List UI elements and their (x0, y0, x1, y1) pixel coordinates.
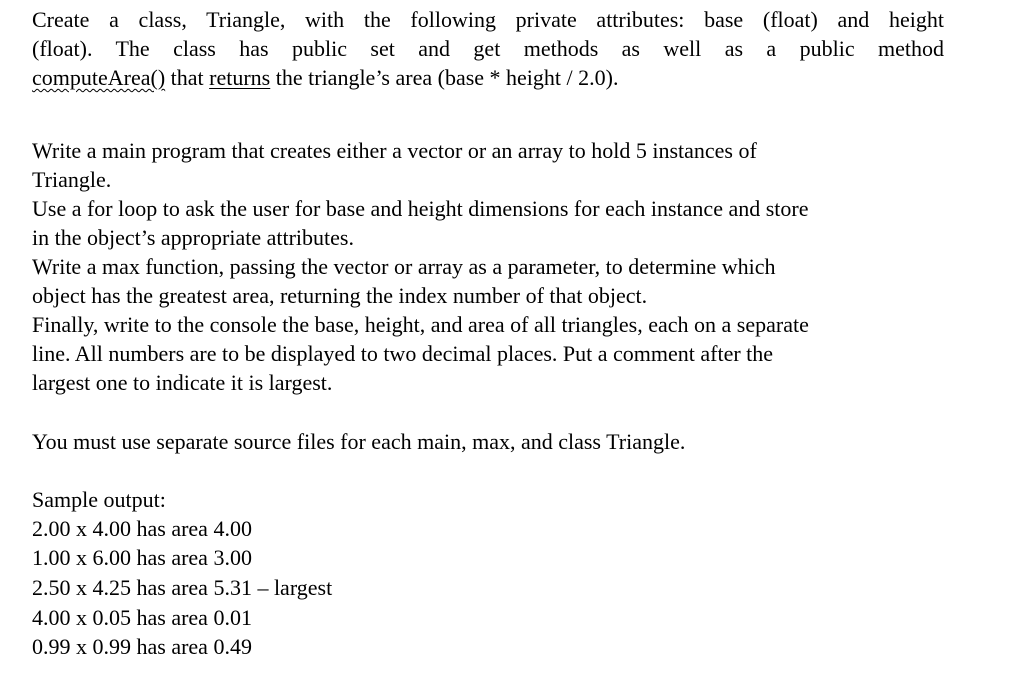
p1-line-3-rest: the triangle’s area (base * height / 2.0). (270, 65, 619, 90)
p2-line-3: Use a for loop to ask the user for base and height dimensions for each instance and store (32, 196, 809, 221)
compute-area-method: computeArea() (32, 65, 166, 90)
p1-line-3-mid: that (165, 65, 210, 90)
p2-line-4: in the object’s appropriate attributes. (32, 225, 354, 250)
sample-row: 1.00 x 6.00 has area 3.00 (32, 545, 252, 570)
p2-line-1: Write a main program that creates either a vector or an array to hold 5 instances of (32, 138, 757, 163)
p2-line-5: Write a max function, passing the vector or array as a parameter, to determine which (32, 254, 776, 279)
p2-line-6: object has the greatest area, returning the index number of that object. (32, 283, 648, 308)
sample-row: 4.00 x 0.05 has area 0.01 (32, 605, 252, 630)
sample-output-heading: Sample output: (32, 487, 166, 512)
p2-line-9: largest one to indicate it is largest. (32, 370, 333, 395)
returns-word: returns (209, 65, 271, 90)
sample-row: 2.50 x 4.25 has area 5.31 – largest (32, 575, 333, 600)
p2-line-8: line. All numbers are to be displayed to two decimal places. Put a comment after the (32, 341, 774, 366)
p1-line-3 (32, 63, 618, 92)
sample-row: 0.99 x 0.99 has area 0.49 (32, 634, 252, 659)
p2-line-2: Triangle. (32, 167, 112, 192)
p3-line-1: You must use separate source files for each main, max, and class Triangle. (32, 429, 686, 454)
p1-line-2: (float). The class has public set and get methods as well as a public method (32, 36, 944, 61)
p2-line-7: Finally, write to the console the base, height, and area of all triangles, each on a separate (32, 312, 809, 337)
p1-line-1: Create a class, Triangle, with the following private attributes: base (float) and height (32, 7, 944, 32)
sample-row: 2.00 x 4.00 has area 4.00 (32, 516, 252, 541)
